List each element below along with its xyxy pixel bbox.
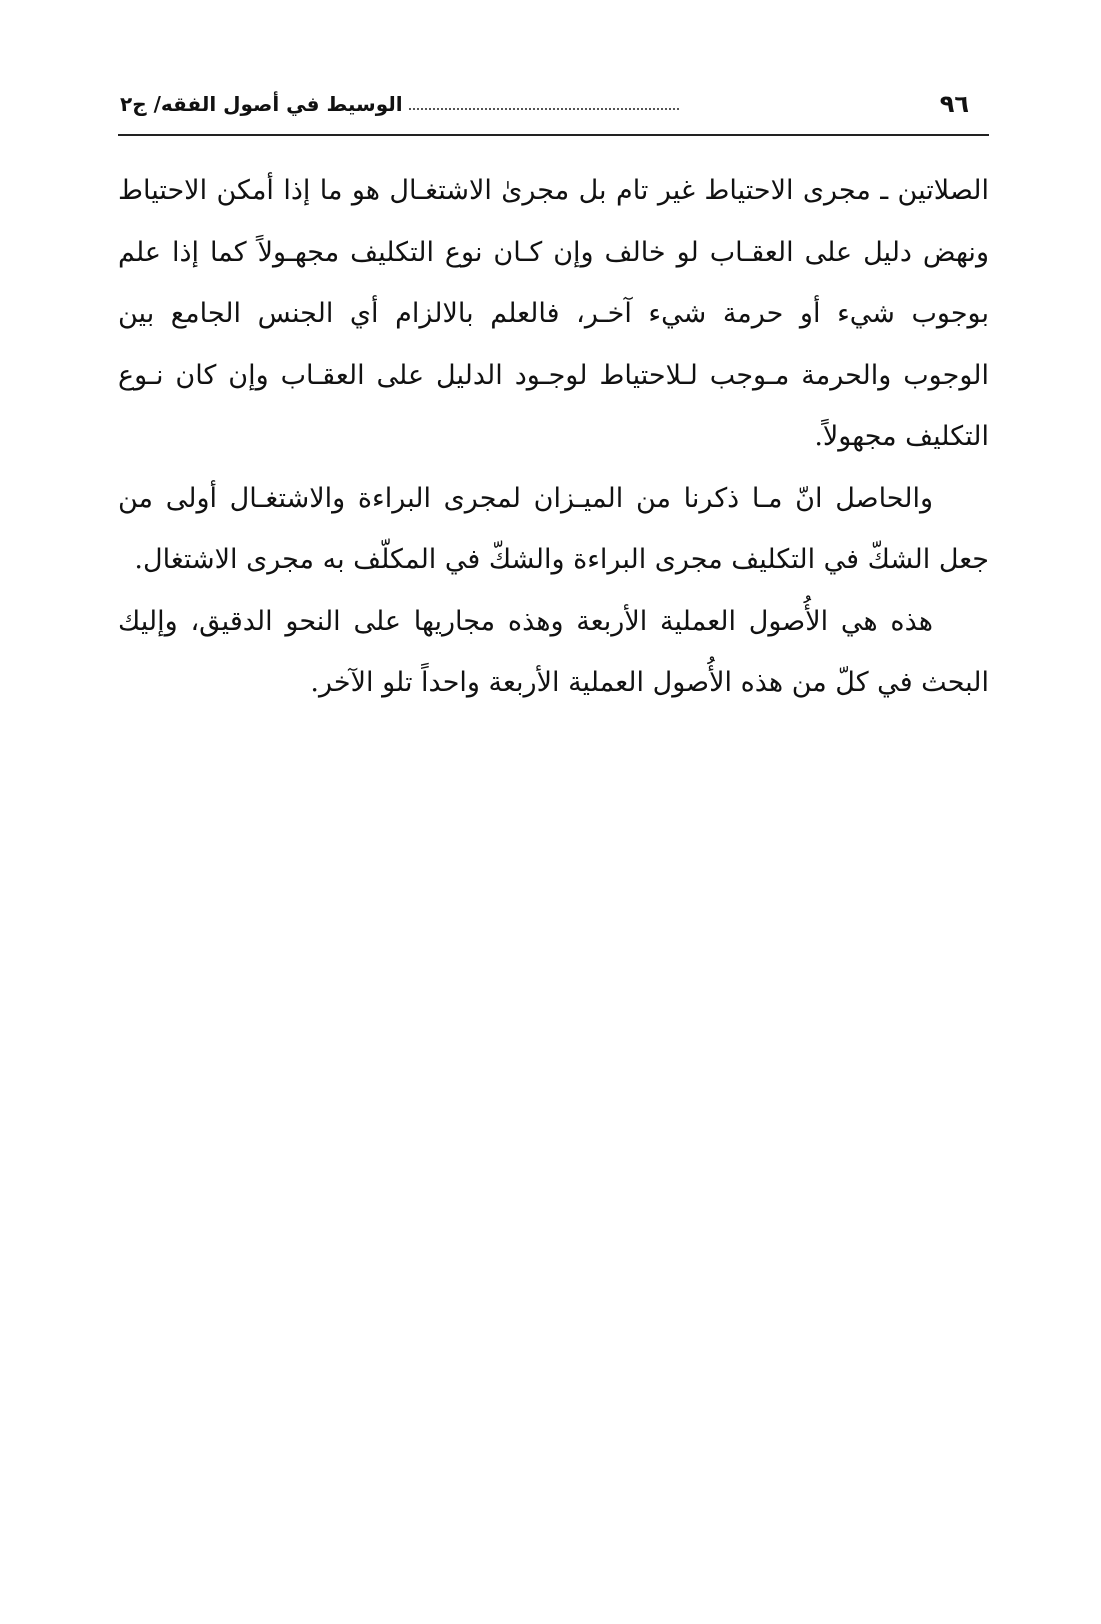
running-header xyxy=(120,84,969,124)
paragraph-3: هذه هي الأُصول العملية الأربعة وهذه مجاريها على النحو الدقيق، وإليك البحث في كلّ من هذه الأُصول العملية الأربعة واحداً تلو الآخر. xyxy=(118,605,989,698)
header-title-group xyxy=(120,92,679,116)
page-number: ٩٦ xyxy=(939,90,969,118)
body-text xyxy=(118,160,989,714)
header-rule xyxy=(118,134,989,136)
paragraph-2: والحاصل انّ مـا ذكرنا من الميـزان لمجرى البراءة والاشتغـال أولى من جعل الشكّ في التكليف مجرى البراءة والشكّ في المكلّف به مجرى الاشتغال. xyxy=(118,482,989,575)
leader-dots xyxy=(409,106,679,110)
paragraph-1: الصلاتين ـ مجرى الاحتياط غير تام بل مجرىٰ الاشتغـال هو ما إذا أمكن الاحتياط ونهض دليل على العقـاب لو خالف وإن كـان نوع التكليف مجهـولاً كما إذا علم بوجوب شيء أو حرمة شيء آخـر، فالعلم بالالزام أي الجنس الجامع بين الوجوب والحرمة مـوجب لـلاحتياط لوجـود الدليل على العقـاب وإن كان نـوع التكليف مجهولاً. xyxy=(118,175,989,452)
book-title: الوسيط في أصول الفقه/ ج٢ xyxy=(120,92,403,116)
